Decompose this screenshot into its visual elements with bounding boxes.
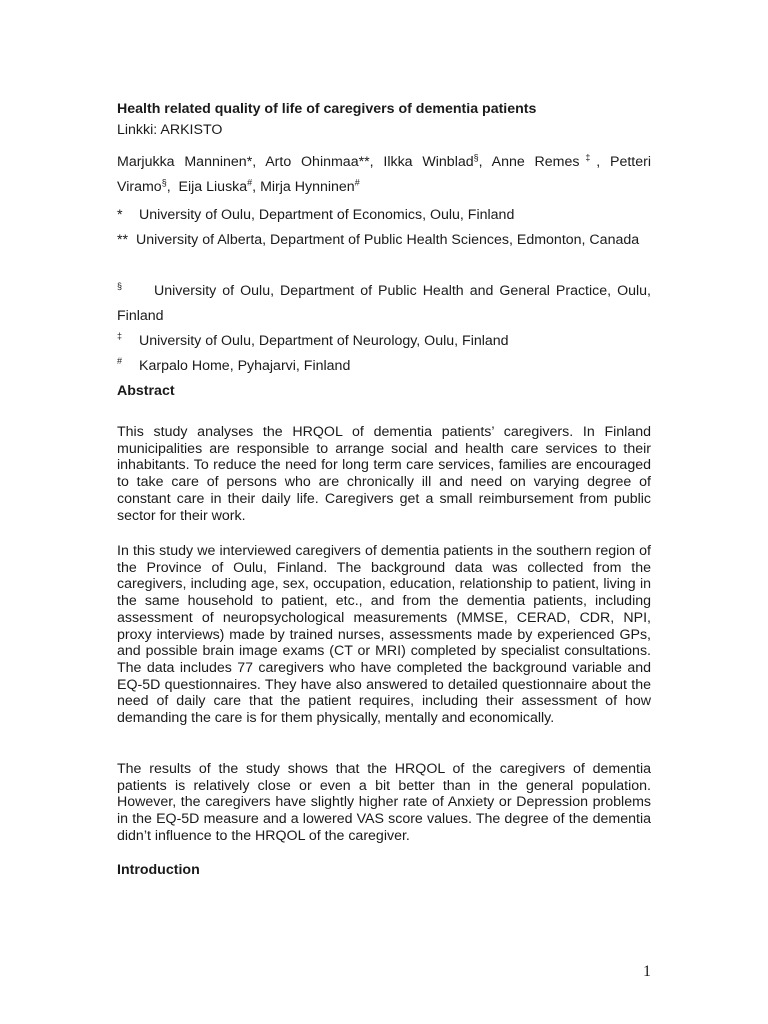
affiliation-mark: ** bbox=[117, 232, 129, 248]
author-mark: # bbox=[354, 177, 360, 188]
abstract-paragraph: In this study we interviewed caregivers of dementia patients in the southern region of the Province of Oulu, Finland. The background data was collected from the caregivers, including age, sex, occupation, education, relationship to patient, living in the same household to patient, etc., and from the dementia patients, including assessment of neuropsychological measurements (MMSE, CERAD, CDR, NPI, proxy interviews) made by trained nurses, assessments made by experienced GPs, and possible brain image exams (CT or MRI) completed by specialist consultations. The data includes 77 caregivers who have completed the background variable and EQ-5D questionnaires. They have also answered to detailed questionnaire about the need of daily care that the patient requires, including their assessment of how demanding the care is for them physically, mentally and economically. bbox=[117, 543, 651, 727]
author-mark: ** bbox=[358, 154, 370, 170]
author-name: Petteri Viramo bbox=[117, 154, 651, 195]
affiliation-text: University of Oulu, Department of Public Health and General Practice, Oulu, Finland bbox=[117, 283, 651, 324]
affiliation bbox=[117, 203, 651, 228]
author-mark: * bbox=[246, 154, 253, 170]
author-list: Marjukka Manninen*, Arto Ohinmaa**, Ilkka Winblad§, Anne Remes‡, Petteri Viramo§, Eija Liuska#, Mirja Hynninen# bbox=[117, 152, 651, 195]
author-mark: § bbox=[161, 177, 167, 188]
affiliation bbox=[117, 228, 651, 253]
author-name: Anne Remes bbox=[491, 154, 580, 170]
abstract-paragraph: This study analyses the HRQOL of dementia patients’ caregivers. In Finland municipalities are responsible to arrange social and health care services to their inhabitants. To reduce the need for long term care services, families are encouraged to take care of persons who are chronically ill and need on varying degree of constant care in their daily life. Caregivers get a small reimbursement from public sector for their work. bbox=[117, 424, 651, 524]
affiliation-text: University of Oulu, Department of Economics, Oulu, Finland bbox=[139, 207, 515, 223]
abstract-paragraph: The results of the study shows that the HRQOL of the caregivers of dementia patients is relatively close or even a bit better than in the general population. However, the caregivers have slightly higher rate of Anxiety or Depression problems in the EQ-5D measure and a lowered VAS score values. The degree of the dementia didn’t influence to the HRQOL of the caregiver. bbox=[117, 761, 651, 844]
author-name: Arto Ohinmaa bbox=[265, 154, 359, 170]
affiliation: § University of Oulu, Department of Public Health and General Practice, Oulu, Finland bbox=[117, 281, 651, 324]
affiliation-text: Karpalo Home, Pyhajarvi, Finland bbox=[139, 358, 351, 374]
author-name: Mirja Hynninen bbox=[260, 179, 355, 195]
author-mark: ‡ bbox=[579, 152, 597, 163]
author-name: Eija Liuska bbox=[178, 179, 248, 195]
introduction-heading: Introduction bbox=[117, 862, 200, 878]
document-subtitle: Linkki: ARKISTO bbox=[117, 122, 223, 138]
author-mark: # bbox=[247, 177, 253, 188]
page-number: 1 bbox=[643, 963, 651, 980]
affiliation-mark: * bbox=[117, 207, 123, 223]
author-name: Ilkka Winblad bbox=[383, 154, 474, 170]
abstract-heading: Abstract bbox=[117, 383, 175, 399]
affiliation: ‡ University of Oulu, Department of Neurology, Oulu, Finland bbox=[117, 331, 509, 349]
author-name: Marjukka Manninen bbox=[117, 154, 247, 170]
affiliation-text: University of Oulu, Department of Neurology, Oulu, Finland bbox=[139, 333, 509, 349]
document-title: Health related quality of life of caregivers of dementia patients bbox=[117, 101, 537, 117]
author-mark: § bbox=[473, 152, 479, 163]
affiliation-text: University of Alberta, Department of Public Health Sciences, Edmonton, Canada bbox=[136, 232, 640, 248]
affiliation: # Karpalo Home, Pyhajarvi, Finland bbox=[117, 356, 351, 374]
